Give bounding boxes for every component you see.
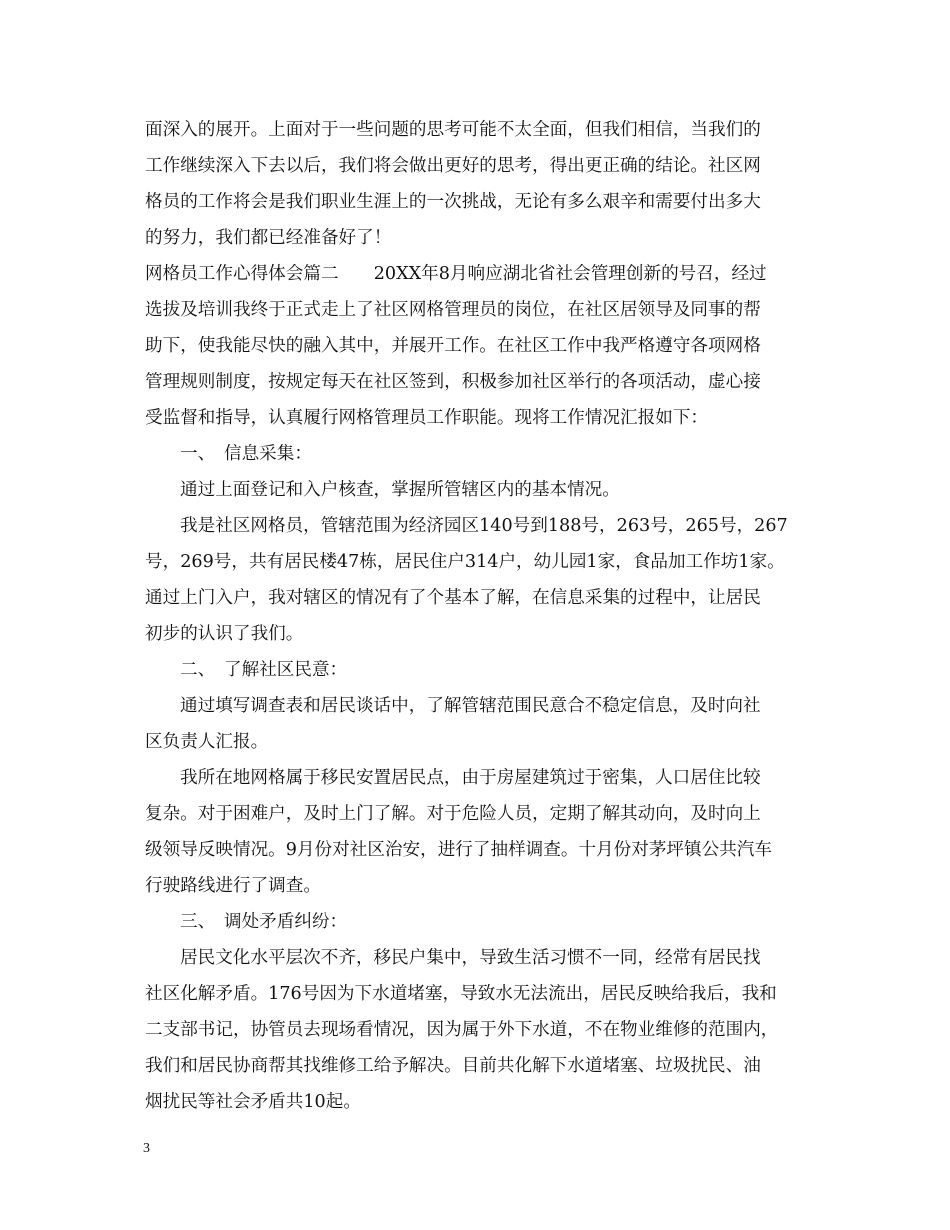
paragraph-start-line: 居民文化水平层次不齐，移民户集中，导致生活习惯不一同，经常有居民找 xyxy=(180,948,761,968)
page-number: 3 xyxy=(143,1141,150,1156)
text-line: 面深入的展开。上面对于一些问题的思考可能不太全面，但我们相信，当我们的 xyxy=(145,120,761,140)
text-line: 二支部书记，协管员去现场看情况，因为属于外下水道，不在物业维修的范围内， xyxy=(145,1020,779,1040)
paragraph-start-line: 我是社区网格员，管辖范围为经济园区140号到188号，263号，265号，267 xyxy=(180,516,788,536)
text-line: 号，269号，共有居民楼47栋，居民住户314户，幼儿园1家，食品加工作坊1家。 xyxy=(145,552,785,572)
text-line: 初步的认识了我们。 xyxy=(145,624,304,644)
text-line: 复杂。对于困难户，及时上门了解。对于危险人员，定期了解其动向，及时向上 xyxy=(145,804,761,824)
subsection-heading: 三、 调处矛盾纠纷： xyxy=(180,912,348,932)
text-line: 级领导反映情况。9月份对社区治安，进行了抽样调查。十月份对茅坪镇公共汽车 xyxy=(145,840,772,860)
text-line: 格员的工作将会是我们职业生涯上的一次挑战，无论有多么艰辛和需要付出多大 xyxy=(145,192,761,212)
text-line: 行驶路线进行了调查。 xyxy=(145,876,321,896)
text-line: 区负责人汇报。 xyxy=(145,732,269,752)
text-line: 管理规则制度，按规定每天在社区签到，积极参加社区举行的各项活动，虚心接 xyxy=(145,372,761,392)
text-line: 社区化解矛盾。176号因为下水道堵塞，导致水无法流出，居民反映给我后，我和 xyxy=(145,984,777,1004)
text-line: 我们和居民协商帮其找维修工给予解决。目前共化解下水道堵塞、垃圾扰民、油 xyxy=(145,1056,761,1076)
paragraph-start-line: 通过填写调查表和居民谈话中，了解管辖范围民意合不稳定信息，及时向社 xyxy=(180,696,761,716)
paragraph-start-line: 通过上面登记和入户核查，掌握所管辖区内的基本情况。 xyxy=(180,480,620,500)
subsection-heading: 一、 信息采集： xyxy=(180,444,312,464)
paragraph-start-line: 我所在地网格属于移民安置居民点，由于房屋建筑过于密集，人口居住比较 xyxy=(180,768,761,788)
text-line: 工作继续深入下去以后，我们将会做出更好的思考，得出更正确的结论。社区网 xyxy=(145,156,761,176)
section-heading-line: 网格员工作心得体会篇二 20XX年8月响应湖北省社会管理创新的号召，经过 xyxy=(145,264,767,284)
text-line: 助下，使我能尽快的融入其中，并展开工作。在社区工作中我严格遵守各项网格 xyxy=(145,336,761,356)
text-line: 受监督和指导，认真履行网格管理员工作职能。现将工作情况汇报如下： xyxy=(145,408,709,428)
text-line: 通过上门入户，我对辖区的情况有了个基本了解，在信息采集的过程中，让居民 xyxy=(145,588,761,608)
subsection-heading: 二、 了解社区民意： xyxy=(180,660,348,680)
text-line: 选拔及培训我终于正式走上了社区网格管理员的岗位，在社区居领导及同事的帮 xyxy=(145,300,761,320)
text-line: 烟扰民等社会矛盾共10起。 xyxy=(145,1092,361,1112)
text-line: 的努力，我们都已经准备好了！ xyxy=(145,228,392,248)
